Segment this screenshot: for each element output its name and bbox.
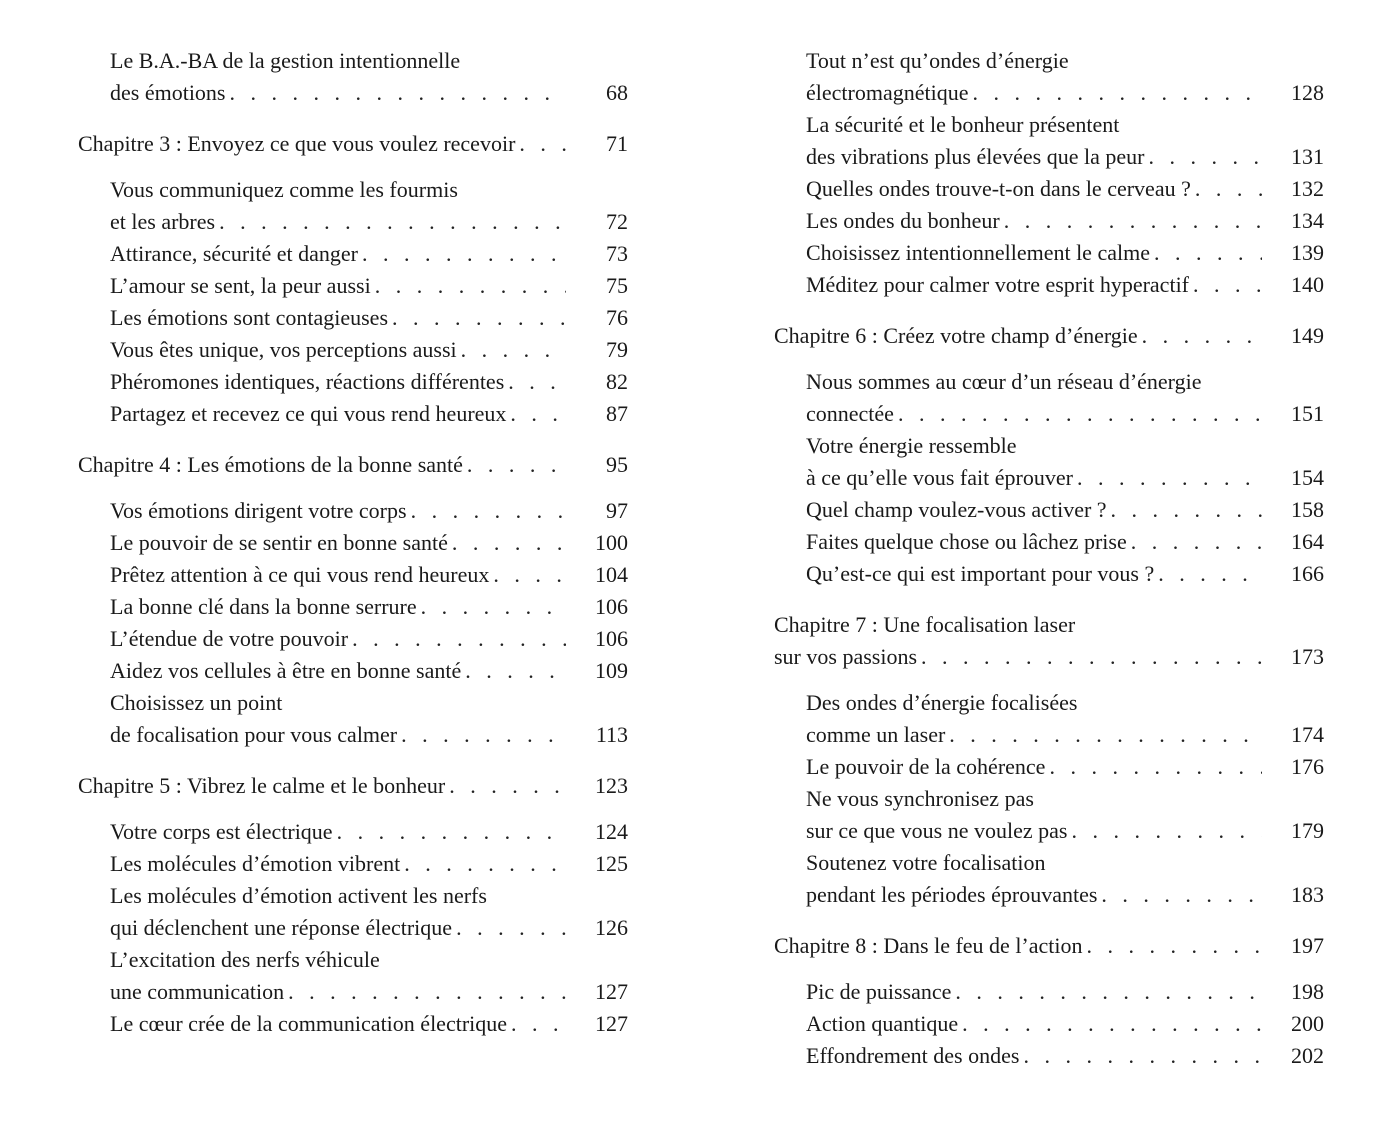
- chapter-title: Chapitre 8 : Dans le feu de l’action: [774, 933, 1083, 958]
- toc-section-entry: [774, 526, 1324, 558]
- toc-entry-line: [806, 366, 1324, 398]
- page-number: 68: [606, 80, 628, 105]
- dot-leader: [898, 398, 1262, 430]
- section-title: Vous êtes unique, vos perceptions aussi: [110, 337, 457, 362]
- section-title: une communication: [110, 979, 285, 1004]
- toc-chapter-entry: [774, 609, 1324, 673]
- toc-section-entry: [78, 880, 628, 944]
- chapter-title: sur vos passions: [774, 644, 918, 669]
- page-number: 151: [1291, 401, 1324, 426]
- section-title: Nous sommes au cœur d’un réseau d’énergie: [806, 369, 1202, 394]
- section-title: La sécurité et le bonheur présentent: [806, 112, 1120, 137]
- section-title: Quelles ondes trouve-t-on dans le cerveau ?: [806, 176, 1191, 201]
- section-title: des vibrations plus élevées que la peur: [806, 144, 1145, 169]
- dot-leader: [352, 623, 566, 655]
- dot-leader: [493, 559, 566, 591]
- page-number: 71: [606, 131, 628, 156]
- page-number: 104: [595, 562, 628, 587]
- toc-section-entry: [774, 783, 1324, 847]
- toc-entry-line: [806, 783, 1324, 815]
- section-title: Pic de puissance: [806, 979, 952, 1004]
- section-title: Attirance, sécurité et danger: [110, 241, 358, 266]
- section-title: Les molécules d’émotion activent les nerfs: [110, 883, 487, 908]
- toc-entry-line: [110, 45, 628, 77]
- section-title: électromagnétique: [806, 80, 969, 105]
- page-number: 158: [1291, 497, 1324, 522]
- page-number: 198: [1291, 979, 1324, 1004]
- dot-leader: [955, 976, 1262, 1008]
- toc-entry-line: [110, 848, 628, 880]
- toc-entry-line: [110, 206, 628, 238]
- section-title: Aidez vos cellules à être en bonne santé: [110, 658, 462, 683]
- section-title: Prêtez attention à ce qui vous rend heureux: [110, 562, 490, 587]
- page-number: 202: [1291, 1043, 1324, 1068]
- toc-section-entry: [774, 687, 1324, 751]
- toc-entry-line: [806, 1008, 1324, 1040]
- section-title: Action quantique: [806, 1011, 959, 1036]
- chapter-title: Chapitre 7 : Une focalisation laser: [774, 612, 1076, 637]
- section-title: Les émotions sont contagieuses: [110, 305, 389, 330]
- toc-entry-line: [806, 173, 1324, 205]
- dot-leader: [1087, 930, 1262, 962]
- toc-section-entry: [78, 45, 628, 109]
- section-title: Le pouvoir de se sentir en bonne santé: [110, 530, 448, 555]
- page-number: 149: [1291, 323, 1324, 348]
- toc-section-entry: [78, 816, 628, 848]
- toc-chapter-entry: [78, 770, 628, 802]
- toc-entry-line: [110, 334, 628, 366]
- page-number: 131: [1291, 144, 1324, 169]
- toc-entry-line: [110, 238, 628, 270]
- toc-entry-line: [806, 45, 1324, 77]
- toc-entry-line: [110, 495, 628, 527]
- section-title: des émotions: [110, 80, 226, 105]
- toc-entry-line: [110, 527, 628, 559]
- dot-leader: [467, 449, 566, 481]
- toc-section-entry: [774, 847, 1324, 911]
- toc-section-entry: [78, 527, 628, 559]
- section-title: Choisissez intentionnellement le calme: [806, 240, 1150, 265]
- page-number: 154: [1291, 465, 1324, 490]
- toc-entry-line: [806, 847, 1324, 879]
- toc-entry-line: [110, 976, 628, 1008]
- toc-entry-line: [774, 930, 1324, 962]
- toc-section-entry: [78, 270, 628, 302]
- toc-entry-line: [110, 944, 628, 976]
- section-title: Votre corps est électrique: [110, 819, 333, 844]
- dot-leader: [404, 848, 566, 880]
- dot-leader: [1154, 237, 1262, 269]
- dot-leader: [1158, 558, 1262, 590]
- section-title: Qu’est-ce qui est important pour vous ?: [806, 561, 1155, 586]
- section-title: L’excitation des nerfs véhicule: [110, 947, 380, 972]
- dot-leader: [1142, 320, 1262, 352]
- toc-entry-line: [806, 398, 1324, 430]
- section-title: pendant les périodes éprouvantes: [806, 882, 1098, 907]
- dot-leader: [962, 1008, 1262, 1040]
- toc-entry-line: [110, 912, 628, 944]
- page-number: 76: [606, 305, 628, 330]
- toc-entry-line: [806, 77, 1324, 109]
- toc-entry-line: [806, 205, 1324, 237]
- section-title: Tout n’est qu’ondes d’énergie: [806, 48, 1069, 73]
- dot-leader: [461, 334, 566, 366]
- toc-entry-line: [806, 719, 1324, 751]
- toc-entry-line: [774, 320, 1324, 352]
- toc-entry-line: [110, 302, 628, 334]
- dot-leader: [337, 816, 566, 848]
- toc-section-entry: [774, 976, 1324, 1008]
- dot-leader: [230, 77, 567, 109]
- page-number: 87: [606, 401, 628, 426]
- section-title: Faites quelque chose ou lâchez prise: [806, 529, 1127, 554]
- page-number: 127: [595, 1011, 628, 1036]
- toc-entry-line: [110, 77, 628, 109]
- toc-entry-line: [806, 109, 1324, 141]
- toc-left-column: [78, 45, 628, 1040]
- toc-section-entry: [774, 1040, 1324, 1072]
- toc-entry-line: [806, 558, 1324, 590]
- toc-entry-line: [110, 687, 628, 719]
- toc-entry-line: [806, 237, 1324, 269]
- dot-leader: [1193, 269, 1262, 301]
- toc-entry-line: [78, 449, 628, 481]
- toc-section-entry: [78, 848, 628, 880]
- toc-entry-line: [806, 1040, 1324, 1072]
- toc-entry-line: [78, 128, 628, 160]
- section-title: Le cœur crée de la communication électrique: [110, 1011, 508, 1036]
- page-number: 197: [1291, 933, 1324, 958]
- section-title: de focalisation pour vous calmer: [110, 722, 398, 747]
- page-number: 109: [595, 658, 628, 683]
- toc-entry-line: [806, 687, 1324, 719]
- toc-section-entry: [774, 237, 1324, 269]
- page-number: 176: [1291, 754, 1324, 779]
- toc-section-entry: [78, 334, 628, 366]
- toc-entry-line: [110, 270, 628, 302]
- toc-entry-line: [806, 430, 1324, 462]
- toc-entry-line: [774, 641, 1324, 673]
- toc-section-entry: [774, 558, 1324, 590]
- page-number: 183: [1291, 882, 1324, 907]
- toc-section-entry: [78, 559, 628, 591]
- dot-leader: [1131, 526, 1262, 558]
- dot-leader: [401, 719, 566, 751]
- dot-leader: [375, 270, 566, 302]
- page-number: 106: [595, 626, 628, 651]
- section-title: Effondrement des ondes: [806, 1043, 1020, 1068]
- toc-section-entry: [774, 109, 1324, 173]
- section-title: Les ondes du bonheur: [806, 208, 1000, 233]
- dot-leader: [452, 527, 566, 559]
- toc-entry-line: [110, 655, 628, 687]
- toc-section-entry: [774, 45, 1324, 109]
- toc-entry-line: [806, 269, 1324, 301]
- dot-leader: [949, 719, 1262, 751]
- section-title: Quel champ voulez-vous activer ?: [806, 497, 1107, 522]
- section-title: Les molécules d’émotion vibrent: [110, 851, 401, 876]
- toc-chapter-entry: [774, 320, 1324, 352]
- dot-leader: [362, 238, 566, 270]
- toc-entry-line: [110, 591, 628, 623]
- toc-entry-line: [110, 719, 628, 751]
- section-title: La bonne clé dans la bonne serrure: [110, 594, 417, 619]
- page-number: 200: [1291, 1011, 1324, 1036]
- toc-section-entry: [774, 173, 1324, 205]
- page-number: 73: [606, 241, 628, 266]
- chapter-title: Chapitre 6 : Créez votre champ d’énergie: [774, 323, 1138, 348]
- toc-section-entry: [78, 238, 628, 270]
- toc-entry-line: [806, 879, 1324, 911]
- page-number: 127: [595, 979, 628, 1004]
- toc-section-entry: [78, 655, 628, 687]
- toc-section-entry: [78, 398, 628, 430]
- page-number: 100: [595, 530, 628, 555]
- section-title: Le B.A.-BA de la gestion intentionnelle: [110, 48, 461, 73]
- dot-leader: [1049, 751, 1262, 783]
- toc-section-entry: [78, 174, 628, 238]
- toc-entry-line: [806, 494, 1324, 526]
- toc-entry-line: [110, 623, 628, 655]
- section-title: Méditez pour calmer votre esprit hyperactif: [806, 272, 1190, 297]
- dot-leader: [219, 206, 566, 238]
- toc-entry-line: [806, 462, 1324, 494]
- page-number: 95: [606, 452, 628, 477]
- toc-entry-line: [806, 526, 1324, 558]
- dot-leader: [392, 302, 566, 334]
- toc-section-entry: [78, 944, 628, 1008]
- page-number: 123: [595, 773, 628, 798]
- dot-leader: [1071, 815, 1262, 847]
- section-title: Soutenez votre focalisation: [806, 850, 1046, 875]
- toc-section-entry: [78, 302, 628, 334]
- toc-entry-line: [806, 815, 1324, 847]
- section-title: à ce qu’elle vous fait éprouver: [806, 465, 1073, 490]
- chapter-title: Chapitre 5 : Vibrez le calme et le bonheur: [78, 773, 446, 798]
- section-title: Le pouvoir de la cohérence: [806, 754, 1046, 779]
- toc-entry-line: [78, 770, 628, 802]
- page-number: 72: [606, 209, 628, 234]
- dot-leader: [288, 976, 566, 1008]
- dot-leader: [465, 655, 566, 687]
- toc-entry-line: [110, 174, 628, 206]
- page-number: 125: [595, 851, 628, 876]
- dot-leader: [449, 770, 566, 802]
- page-number: 126: [595, 915, 628, 940]
- toc-entry-line: [806, 976, 1324, 1008]
- toc-entry-line: [110, 398, 628, 430]
- dot-leader: [508, 366, 566, 398]
- toc-section-entry: [78, 366, 628, 398]
- page-number: 82: [606, 369, 628, 394]
- dot-leader: [1195, 173, 1262, 205]
- section-title: L’étendue de votre pouvoir: [110, 626, 349, 651]
- toc-chapter-entry: [774, 930, 1324, 962]
- section-title: Choisissez un point: [110, 690, 283, 715]
- toc-section-entry: [78, 591, 628, 623]
- dot-leader: [411, 495, 566, 527]
- dot-leader: [519, 128, 566, 160]
- dot-leader: [1111, 494, 1262, 526]
- dot-leader: [1023, 1040, 1262, 1072]
- page-number: 75: [606, 273, 628, 298]
- toc-section-entry: [774, 366, 1324, 430]
- page-number: 166: [1291, 561, 1324, 586]
- toc-chapter-entry: [78, 128, 628, 160]
- section-title: Ne vous synchronisez pas: [806, 786, 1034, 811]
- page-number: 106: [595, 594, 628, 619]
- section-title: et les arbres: [110, 209, 216, 234]
- page-number: 97: [606, 498, 628, 523]
- section-title: qui déclenchent une réponse électrique: [110, 915, 453, 940]
- page-number: 113: [595, 722, 628, 747]
- toc-entry-line: [774, 609, 1324, 641]
- toc-section-entry: [774, 1008, 1324, 1040]
- toc-section-entry: [774, 269, 1324, 301]
- dot-leader: [921, 641, 1262, 673]
- section-title: Votre énergie ressemble: [806, 433, 1017, 458]
- toc-section-entry: [78, 687, 628, 751]
- section-title: L’amour se sent, la peur aussi: [110, 273, 371, 298]
- page-number: 132: [1291, 176, 1324, 201]
- dot-leader: [456, 912, 566, 944]
- page-number: 134: [1291, 208, 1324, 233]
- toc-entry-line: [110, 816, 628, 848]
- page-number: 174: [1291, 722, 1324, 747]
- dot-leader: [1101, 879, 1262, 911]
- page-number: 173: [1291, 644, 1324, 669]
- toc-section-entry: [78, 623, 628, 655]
- toc-section-entry: [78, 495, 628, 527]
- dot-leader: [972, 77, 1262, 109]
- toc-section-entry: [78, 1008, 628, 1040]
- toc-entry-line: [110, 559, 628, 591]
- section-title: sur ce que vous ne voulez pas: [806, 818, 1068, 843]
- page-number: 179: [1291, 818, 1324, 843]
- dot-leader: [1148, 141, 1262, 173]
- toc-section-entry: [774, 494, 1324, 526]
- toc-section-entry: [774, 751, 1324, 783]
- section-title: Vous communiquez comme les fourmis: [110, 177, 458, 202]
- section-title: Phéromones identiques, réactions différentes: [110, 369, 505, 394]
- dot-leader: [511, 1008, 566, 1040]
- toc-entry-line: [806, 141, 1324, 173]
- page-number: 79: [606, 337, 628, 362]
- page-number: 140: [1291, 272, 1324, 297]
- toc-chapter-entry: [78, 449, 628, 481]
- toc-entry-line: [110, 1008, 628, 1040]
- dot-leader: [510, 398, 566, 430]
- section-title: comme un laser: [806, 722, 946, 747]
- section-title: connectée: [806, 401, 894, 426]
- chapter-title: Chapitre 3 : Envoyez ce que vous voulez recevoir: [78, 131, 516, 156]
- page-number: 139: [1291, 240, 1324, 265]
- toc-section-entry: [774, 430, 1324, 494]
- toc-entry-line: [110, 880, 628, 912]
- section-title: Vos émotions dirigent votre corps: [110, 498, 407, 523]
- page-number: 164: [1291, 529, 1324, 554]
- page-number: 124: [595, 819, 628, 844]
- toc-entry-line: [110, 366, 628, 398]
- dot-leader: [421, 591, 566, 623]
- page-number: 128: [1291, 80, 1324, 105]
- toc-entry-line: [806, 751, 1324, 783]
- toc-section-entry: [774, 205, 1324, 237]
- dot-leader: [1004, 205, 1262, 237]
- dot-leader: [1077, 462, 1262, 494]
- section-title: Partagez et recevez ce qui vous rend heureux: [110, 401, 507, 426]
- chapter-title: Chapitre 4 : Les émotions de la bonne santé: [78, 452, 463, 477]
- section-title: Des ondes d’énergie focalisées: [806, 690, 1078, 715]
- toc-right-column: [774, 45, 1324, 1072]
